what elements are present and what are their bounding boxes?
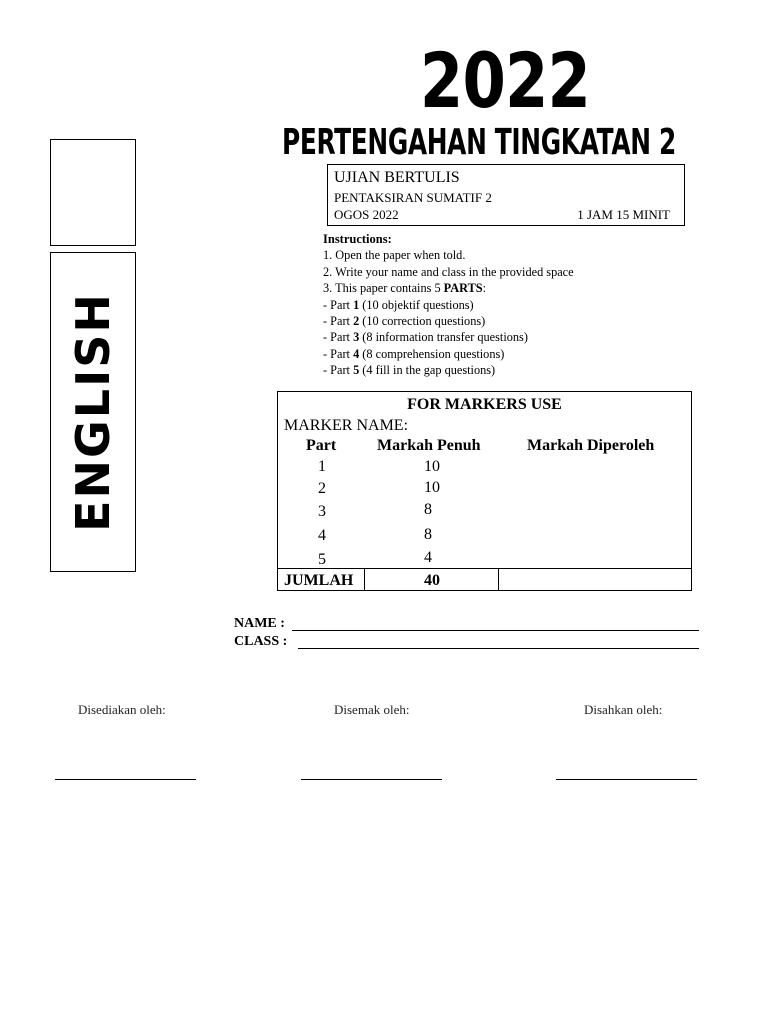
approved-by-label: Disahkan oleh: [584,702,663,717]
marker-table [277,391,692,591]
part-desc: (8 comprehension questions) [359,346,505,361]
exam-type: UJIAN BERTULIS [334,169,460,186]
part-prefix: - Part [323,297,354,312]
marker-name-label: MARKER NAME: [284,417,409,434]
part-item [323,329,643,345]
instructions-heading: Instructions: [323,232,392,246]
prepared-signature-line [55,779,196,780]
row-part-number: 2 [318,480,326,497]
total-row-separator [498,568,499,590]
row-part-number: 5 [318,551,326,568]
instruction-line: 2. Write your name and class in the provided space [323,264,574,279]
exam-duration: 1 JAM 15 MINIT [577,207,670,222]
part-number: 1 [353,297,360,312]
name-label: NAME : [234,616,285,631]
row-full-marks: 8 [424,501,432,518]
instruction-text: : [482,281,487,296]
column-header-full-marks: Markah Penuh [377,437,481,454]
checked-signature-line [301,779,442,780]
part-prefix: - Part [323,346,354,361]
subject-label: ENGLISH [66,292,120,532]
approved-signature-line [556,779,697,780]
checked-by-label: Disemak oleh: [334,702,410,717]
name-field-line[interactable] [292,630,699,631]
total-row-separator [364,568,365,590]
left-blank-box [50,139,136,246]
row-full-marks: 4 [424,549,432,566]
part-item [323,346,643,362]
column-header-part: Part [306,437,337,454]
class-label: CLASS : [234,634,288,649]
part-item [323,313,643,329]
row-part-number: 1 [318,458,326,475]
total-row-divider [278,568,691,569]
exam-date: OGOS 2022 [334,207,399,222]
part-number: 3 [353,330,360,345]
row-part-number: 4 [318,527,326,544]
part-number: 5 [353,363,360,378]
exam-subtitle: PERTENGAHAN TINGKATAN 2 [282,122,676,163]
instruction-text: 3. This paper contains 5 [323,281,444,296]
total-marks: 40 [424,572,440,589]
instruction-line: 1. Open the paper when told. [323,248,466,263]
row-part-number: 3 [318,503,326,520]
exam-year: 2022 [419,36,591,125]
assessment-name: PENTAKSIRAN SUMATIF 2 [334,190,492,205]
instruction-line [323,280,643,296]
parts-emphasis: PARTS [443,281,483,296]
marker-table-title: FOR MARKERS USE [407,396,562,413]
part-item [323,297,643,313]
part-item [323,362,643,378]
part-number: 4 [353,346,360,361]
part-desc: (8 information transfer questions) [359,330,528,345]
total-label: JUMLAH [284,572,354,589]
column-header-obtained-marks: Markah Diperoleh [527,437,655,454]
part-prefix: - Part [323,363,354,378]
instructions [323,231,643,379]
prepared-by-label: Disediakan oleh: [78,702,166,717]
part-desc: (10 objektif questions) [359,297,474,312]
part-prefix: - Part [323,330,354,345]
row-full-marks: 8 [424,526,432,543]
row-full-marks: 10 [424,458,440,475]
row-full-marks: 10 [424,479,440,496]
exam-info-box [327,164,685,226]
subject-box [50,252,136,572]
part-prefix: - Part [323,314,354,329]
class-field-line[interactable] [298,648,699,649]
part-desc: (4 fill in the gap questions) [359,363,496,378]
part-desc: (10 correction questions) [359,314,486,329]
part-number: 2 [353,314,360,329]
